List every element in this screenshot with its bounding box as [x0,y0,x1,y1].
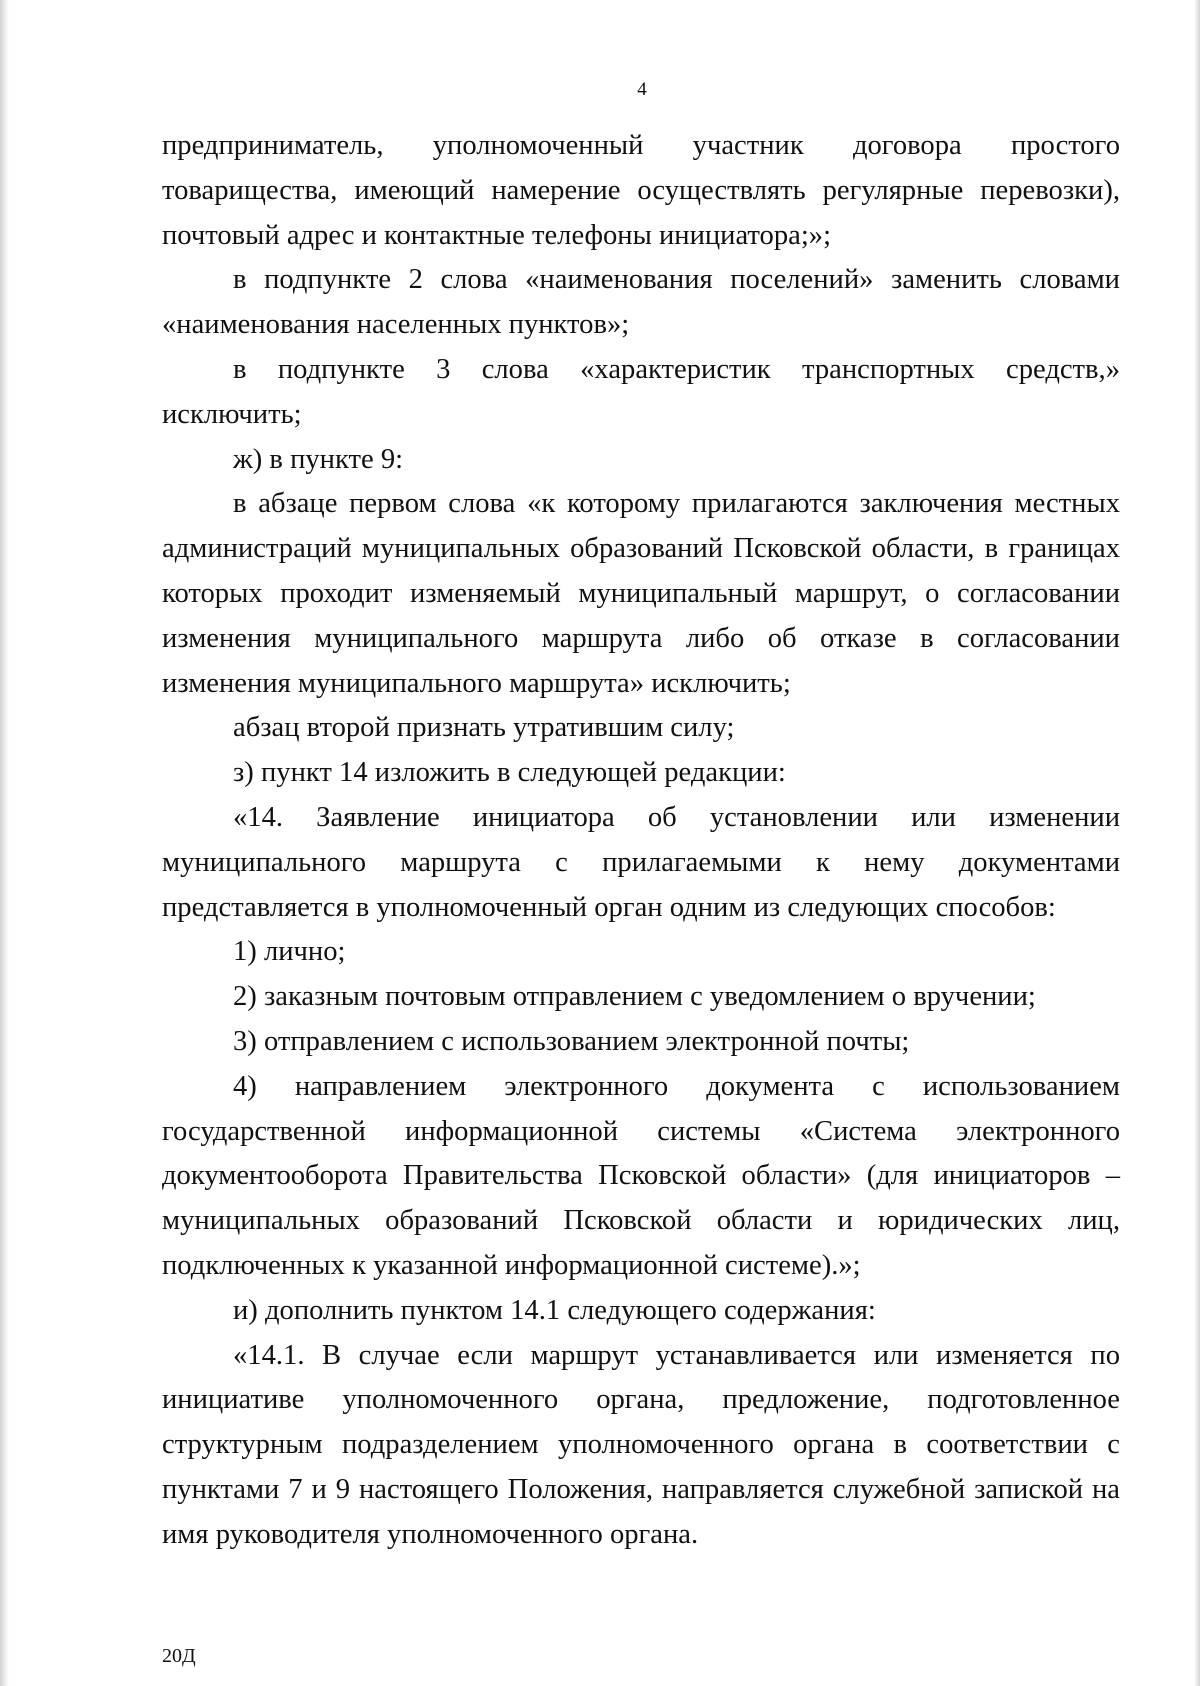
paragraph: 2) заказным почтовым отправлением с уведомлением о вручении; [233,981,1036,1013]
paragraph: в подпункте 3 слова «характеристик транспортных средств,» исключить; [162,353,1120,430]
page-number: 4 [637,79,647,100]
paragraph: и) дополнить пунктом 14.1 следующего содержания: [233,1294,876,1326]
paragraph: предприниматель, уполномоченный участник договора простого товарищества, имеющий намерение осуществлять регулярные перевозки), почтовый адрес и контактные телефоны инициатора;»; [162,130,1120,251]
paragraph: в подпункте 2 слова «наименования поселений» заменить словами «наименования населенных пунктов»; [162,264,1120,341]
paragraph: абзац второй признать утратившим силу; [233,712,735,744]
paragraph: 1) лично; [233,936,346,968]
paragraph: ж) в пункте 9: [233,443,404,475]
paragraph: «14. Заявление инициатора об установлении или изменении муниципального маршрута с прилагаемыми к нему документами представляется в уполномоченный орган одним из следующих способов: [162,801,1120,923]
paragraph: з) пункт 14 изложить в следующей редакции: [233,757,786,789]
footer-code: 20Д [162,1645,196,1667]
document-body [162,124,1120,1558]
scan-edge-right [1194,0,1200,1686]
paragraph: 4) направлением электронного документа с использованием государственной информационной системы «Система электронного документооборота Правительства Псковской области» (для инициаторов – муниципальных образований Псковской области и юридических лиц, подключенных к указанной информационной системе).»; [162,1070,1120,1281]
paragraph: «14.1. В случае если маршрут устанавливается или изменяется по инициативе уполномоченного органа, предложение, подготовленное структурным подразделением уполномоченного органа в соответствии с пунктами 7 и 9 настоящего Положения, направляется служебной запиской на имя руководителя уполномоченного органа. [162,1339,1120,1550]
paragraph: 3) отправлением с использованием электронной почты; [233,1025,910,1057]
paragraph: в абзаце первом слова «к которому прилагаются заключения местных администраций муниципальных образований Псковской области, в границах которых проходит изменяемый муниципальный маршрут, о согласовании изменения муниципального маршрута либо об отказе в согласовании изменения муниципального маршрута» исключить; [162,488,1120,699]
scan-edge-left [0,0,9,1686]
